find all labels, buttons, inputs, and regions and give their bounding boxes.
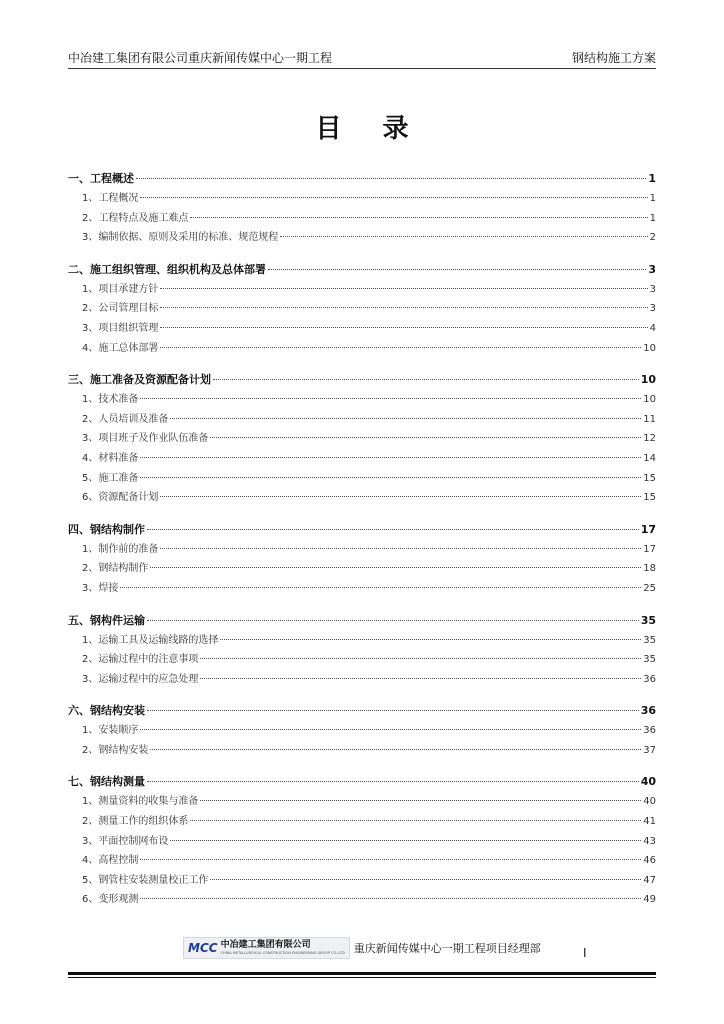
toc-entry-page: 10: [640, 373, 656, 387]
toc-section[interactable]: [68, 871, 656, 891]
toc-entry-page: 3: [648, 262, 656, 276]
dot-leader: [160, 496, 641, 497]
dot-leader: [170, 418, 641, 419]
toc-section[interactable]: [68, 469, 656, 489]
toc-entry-label: 4、施工总体部署: [82, 342, 159, 354]
dot-leader: [140, 477, 641, 478]
dot-leader: [190, 217, 647, 218]
page-title: 目 录: [315, 114, 425, 144]
toc-entry-page: 40: [643, 796, 656, 808]
dot-leader: [200, 658, 641, 659]
dot-leader: [200, 678, 641, 679]
toc-entry-page: 47: [643, 874, 656, 886]
toc-entry-label: 4、材料准备: [82, 452, 139, 464]
dot-leader: [160, 327, 647, 328]
page-header: [68, 48, 656, 69]
toc-entry-page: 35: [643, 654, 656, 666]
toc-section[interactable]: [68, 670, 656, 690]
toc-entry-label: 1、制作前的准备: [82, 543, 159, 555]
toc-entry-page: 14: [643, 452, 656, 464]
toc-chapter[interactable]: [68, 170, 656, 189]
toc-entry-page: 10: [643, 342, 656, 354]
toc-chapter[interactable]: [68, 702, 656, 721]
dot-leader: [136, 178, 646, 179]
toc-section[interactable]: [68, 631, 656, 651]
toc-entry-label: 2、钢结构制作: [82, 563, 149, 575]
toc-entry-page: 12: [643, 433, 656, 445]
toc-section[interactable]: [68, 851, 656, 871]
header-document-type: 钢结构施工方案: [571, 51, 656, 65]
toc-entry-label: 1、项目承建方针: [82, 283, 159, 295]
page-footer: [183, 935, 541, 961]
toc-entry-page: 18: [643, 563, 656, 575]
toc-entry-page: 36: [643, 673, 656, 685]
toc-entry-label: 6、资源配备计划: [82, 492, 159, 504]
toc-section[interactable]: [68, 390, 656, 410]
toc-entry-label: 3、运输过程中的应急处理: [82, 673, 199, 685]
toc-entry-label: 六、钢结构安装: [68, 704, 145, 718]
dot-leader: [190, 820, 641, 821]
toc-chapter[interactable]: [68, 261, 656, 280]
toc-entry-label: 3、平面控制网布设: [82, 835, 169, 847]
dot-leader: [147, 710, 639, 711]
toc-section[interactable]: [68, 488, 656, 508]
toc-entry-page: 1: [649, 193, 656, 204]
toc-entry-page: 15: [643, 492, 656, 504]
toc-entry-label: 6、变形观测: [82, 894, 139, 906]
dot-leader: [210, 879, 641, 880]
toc-entry-label: 3、项目组织管理: [82, 322, 159, 334]
toc-entry-label: 3、项目班子及作业队伍准备: [82, 433, 209, 445]
logo-company-name: 中冶建工集团有限公司: [220, 939, 311, 950]
toc-section[interactable]: [68, 319, 656, 339]
toc-section[interactable]: [68, 721, 656, 741]
toc-entry-page: 3: [649, 283, 656, 295]
dot-leader: [120, 587, 641, 588]
toc-section[interactable]: [68, 890, 656, 910]
footer-project-department: 重庆新闻传媒中心一期工程项目经理部: [353, 942, 541, 955]
toc-section[interactable]: [68, 792, 656, 812]
toc-entry-label: 1、工程概况: [82, 193, 139, 204]
toc-section[interactable]: [68, 812, 656, 832]
toc-entry-page: 37: [643, 744, 656, 756]
toc-chapter[interactable]: [68, 612, 656, 631]
toc-entry-label: 2、工程特点及施工难点: [82, 212, 189, 224]
toc-section[interactable]: [68, 650, 656, 670]
toc-section[interactable]: [68, 228, 656, 248]
dot-leader: [160, 307, 647, 308]
dot-leader: [140, 898, 641, 899]
header-project-name: 中冶建工集团有限公司重庆新闻传媒中心一期工程: [68, 51, 333, 65]
toc-section[interactable]: [68, 559, 656, 579]
toc-entry-label: 2、运输过程中的注意事项: [82, 654, 199, 666]
toc-entry-page: 41: [643, 816, 656, 828]
dot-leader: [210, 437, 641, 438]
toc-entry-page: 43: [643, 835, 656, 847]
toc-entry-label: 2、测量工作的组织体系: [82, 816, 189, 828]
toc-entry-label: 5、钢管柱安装测量校正工作: [82, 874, 209, 886]
dot-leader: [147, 529, 639, 530]
toc-entry-page: 10: [643, 394, 656, 406]
toc-entry-label: 5、施工准备: [82, 472, 139, 484]
toc-entry-label: 1、测量资料的收集与准备: [82, 796, 199, 808]
toc-entry-page: 4: [649, 322, 656, 334]
dot-leader: [160, 548, 641, 549]
toc-section[interactable]: [68, 741, 656, 761]
toc-entry-label: 3、焊接: [82, 582, 119, 594]
table-of-contents: [68, 170, 656, 923]
toc-entry-label: 五、钢构件运输: [68, 613, 145, 627]
toc-entry-page: 2: [649, 232, 656, 244]
dot-leader: [160, 347, 641, 348]
toc-section[interactable]: [68, 339, 656, 359]
toc-entry-label: 2、公司管理目标: [82, 303, 159, 315]
toc-entry-label: 2、钢结构安装: [82, 744, 149, 756]
toc-entry-page: 17: [643, 543, 656, 555]
dot-leader: [280, 236, 647, 237]
dot-leader: [170, 840, 641, 841]
dot-leader: [160, 288, 647, 289]
toc-section[interactable]: [68, 429, 656, 449]
toc-entry-label: 1、安装顺序: [82, 725, 139, 737]
toc-chapter[interactable]: [68, 521, 656, 540]
toc-section[interactable]: [68, 189, 656, 209]
toc-section[interactable]: [68, 832, 656, 852]
toc-section[interactable]: [68, 209, 656, 229]
toc-entry-label: 2、人员培训及准备: [82, 413, 169, 425]
toc-entry-page: 15: [643, 472, 656, 484]
toc-entry-page: 49: [643, 894, 656, 906]
dot-leader: [268, 269, 646, 270]
dot-leader: [213, 379, 639, 380]
dot-leader: [140, 197, 647, 198]
toc-section[interactable]: [68, 540, 656, 560]
toc-entry-label: 4、高程控制: [82, 855, 139, 867]
toc-section[interactable]: [68, 449, 656, 469]
toc-entry-page: 25: [643, 582, 656, 594]
toc-entry-label: 1、运输工具及运输线路的选择: [82, 634, 219, 646]
company-logo: [183, 937, 350, 959]
toc-entry-label: 二、施工组织管理、组织机构及总体部署: [68, 262, 266, 276]
toc-section[interactable]: [68, 280, 656, 300]
dot-leader: [147, 781, 639, 782]
toc-chapter[interactable]: [68, 371, 656, 390]
toc-entry-page: 36: [640, 704, 656, 718]
toc-entry-label: 一、工程概述: [68, 172, 134, 185]
dot-leader: [150, 749, 641, 750]
mcc-logo-mark: MCC: [188, 941, 218, 955]
footer-rule-thin: [68, 977, 656, 978]
dot-leader: [140, 859, 641, 860]
dot-leader: [140, 457, 641, 458]
toc-entry-label: 3、编制依据、原则及采用的标准、规范规程: [82, 232, 279, 244]
dot-leader: [147, 620, 639, 621]
toc-entry-page: 11: [643, 413, 656, 425]
toc-chapter[interactable]: [68, 773, 656, 792]
toc-entry-page: 35: [640, 613, 656, 627]
toc-section[interactable]: [68, 579, 656, 599]
toc-entry-page: 46: [643, 855, 656, 867]
toc-section[interactable]: [68, 299, 656, 319]
toc-entry-label: 1、技术准备: [82, 394, 139, 406]
dot-leader: [220, 639, 641, 640]
toc-entry-label: 七、钢结构测量: [68, 775, 145, 789]
toc-entry-page: 36: [643, 725, 656, 737]
toc-entry-page: 40: [640, 775, 656, 789]
page-number: I: [583, 946, 587, 960]
dot-leader: [150, 567, 641, 568]
toc-entry-page: 17: [640, 522, 656, 536]
toc-section[interactable]: [68, 410, 656, 430]
dot-leader: [200, 800, 641, 801]
dot-leader: [140, 729, 641, 730]
footer-rule-thick: [68, 972, 656, 975]
toc-entry-page: 35: [643, 634, 656, 646]
toc-entry-page: 3: [649, 303, 656, 315]
toc-entry-page: 1: [648, 172, 656, 185]
toc-entry-label: 四、钢结构制作: [68, 522, 145, 536]
dot-leader: [140, 398, 641, 399]
toc-entry-page: 1: [649, 212, 656, 224]
logo-company-name-en: CHINA METALLURGICAL CONSTRUCTION ENGINEERING GROUP CO.,LTD: [220, 950, 345, 955]
toc-entry-label: 三、施工准备及资源配备计划: [68, 373, 211, 387]
